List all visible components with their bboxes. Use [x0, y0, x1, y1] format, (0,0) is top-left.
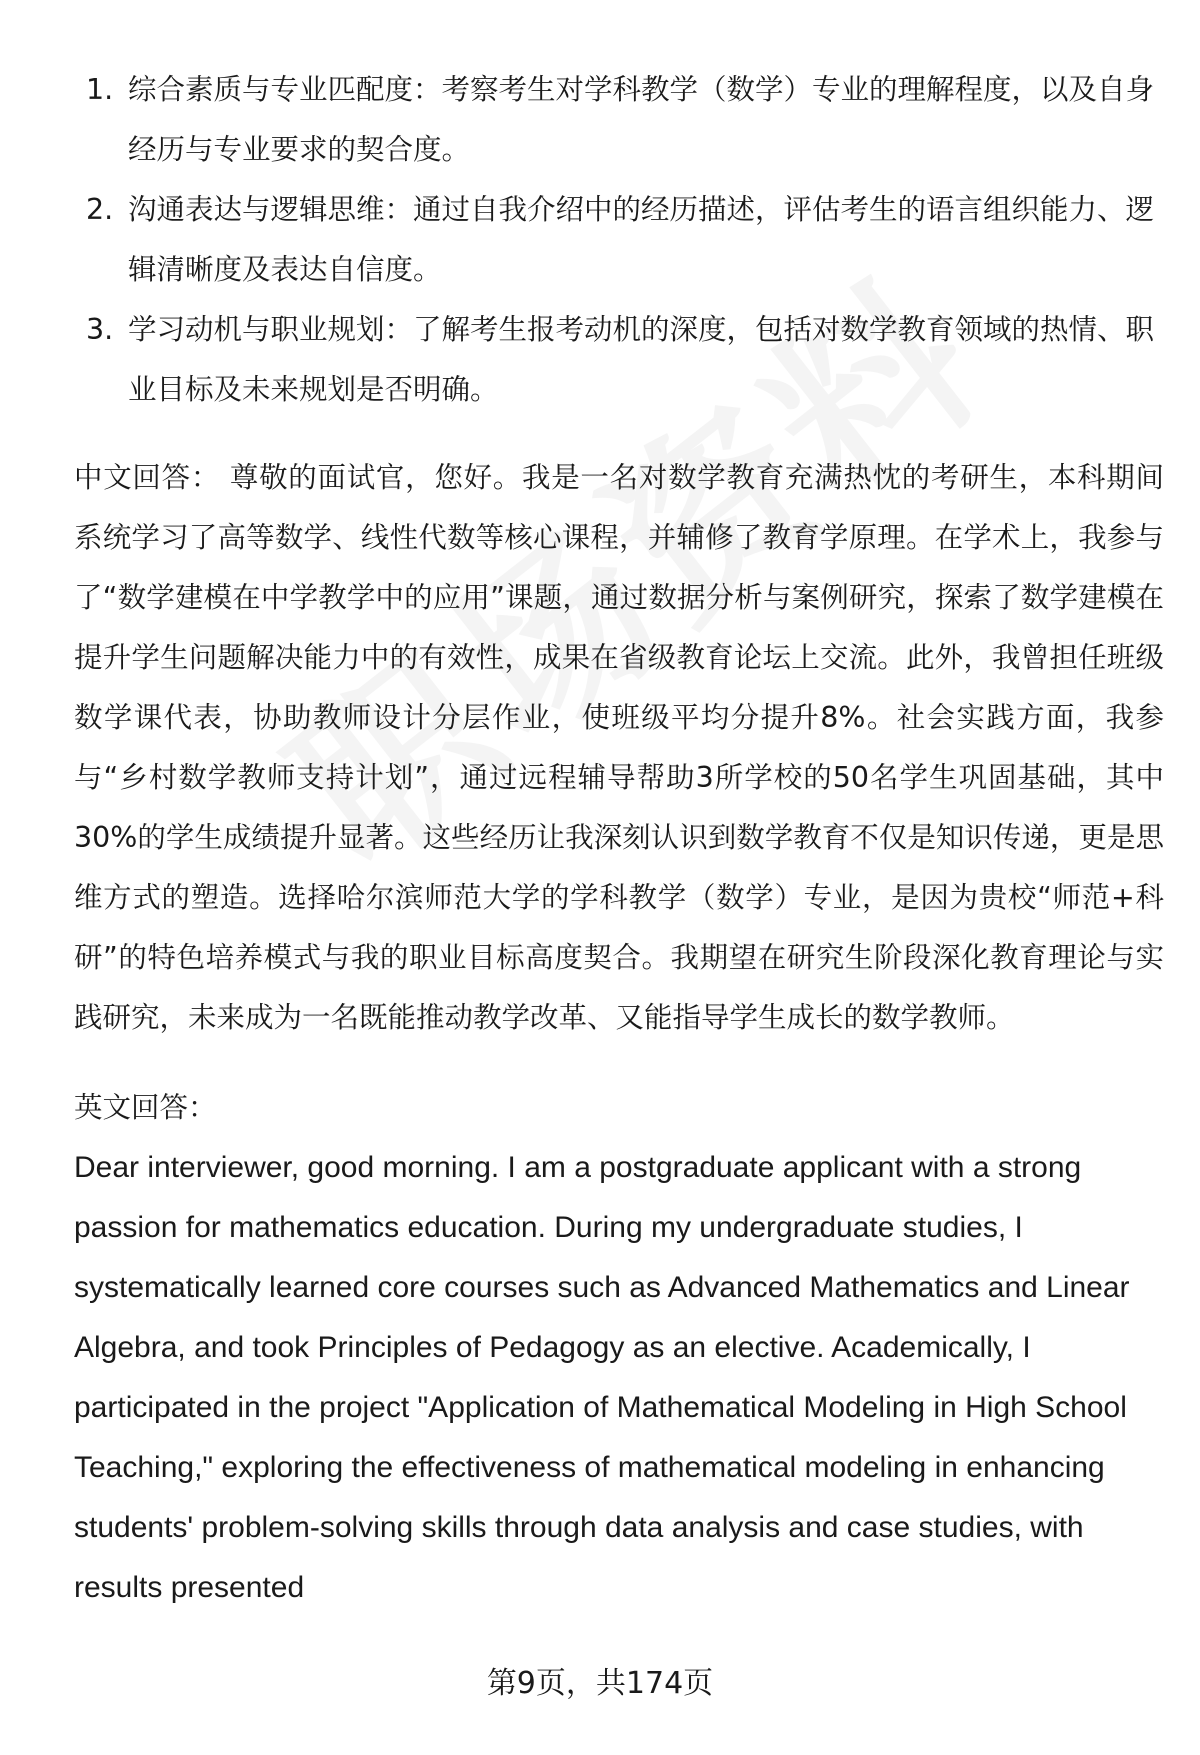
evaluation-criteria-list: [74, 60, 1164, 420]
page-number: 第9页，共174页: [486, 1666, 714, 1701]
english-answer-text: Dear interviewer, good morning. I am a postgraduate applicant with a strong passion for mathematics education. During my undergraduate studies, I systematically learned core courses such as Advanced Mathematics and Linear Algebra, and took Principles of Pedagogy as an elective. Academically, I participated in the project "Application of Mathematical Modeling in High School Teaching," exploring the effectiveness of mathematical modeling in enhancing students' problem-solving skills through data analysis and case studies, with results presented: [74, 1151, 1130, 1604]
list-item-text: 综合素质与专业匹配度：考察考生对学科教学（数学）专业的理解程度，以及自身经历与专业要求的契合度。: [128, 73, 1155, 166]
list-item-text: 沟通表达与逻辑思维：通过自我介绍中的经历描述，评估考生的语言组织能力、逻辑清晰度及表达自信度。: [128, 193, 1155, 286]
english-answer-label: 英文回答：: [74, 1091, 217, 1124]
list-item: [74, 300, 1164, 420]
chinese-answer-label: 中文回答：: [74, 461, 221, 494]
chinese-answer-text: 尊敬的面试官，您好。我是一名对数学教育充满热忱的考研生，本科期间系统学习了高等数学、线性代数等核心课程，并辅修了教育学原理。在学术上，我参与了“数学建模在中学教学中的应用”课题，通过数据分析与案例研究，探索了数学建模在提升学生问题解决能力中的有效性，成果在省级教育论坛上交流。此外，我曾担任班级数学课代表，协助教师设计分层作业，使班级平均分提升8%。社会实践方面，我参与“乡村数学教师支持计划”，通过远程辅导帮助3所学校的50名学生巩固基础，其中30%的学生成绩提升显著。这些经历让我深刻认识到数学教育不仅是知识传递，更是思维方式的塑造。选择哈尔滨师范大学的学科教学（数学）专业，是因为贵校“师范+科研”的特色培养模式与我的职业目标高度契合。我期望在研究生阶段深化教育理论与实践研究，未来成为一名既能推动教学改革、又能指导学生成长的数学教师。: [74, 461, 1164, 1034]
list-item: [74, 60, 1164, 180]
list-item-number: 3.: [86, 313, 114, 346]
list-item: [74, 180, 1164, 300]
list-item-text: 学习动机与职业规划：了解考生报考动机的深度，包括对数学教育领域的热情、职业目标及未来规划是否明确。: [128, 313, 1155, 406]
chinese-answer: [74, 448, 1164, 1048]
document-body: [74, 60, 1164, 1618]
list-item-number: 1.: [86, 73, 114, 106]
list-item-number: 2.: [86, 193, 114, 226]
